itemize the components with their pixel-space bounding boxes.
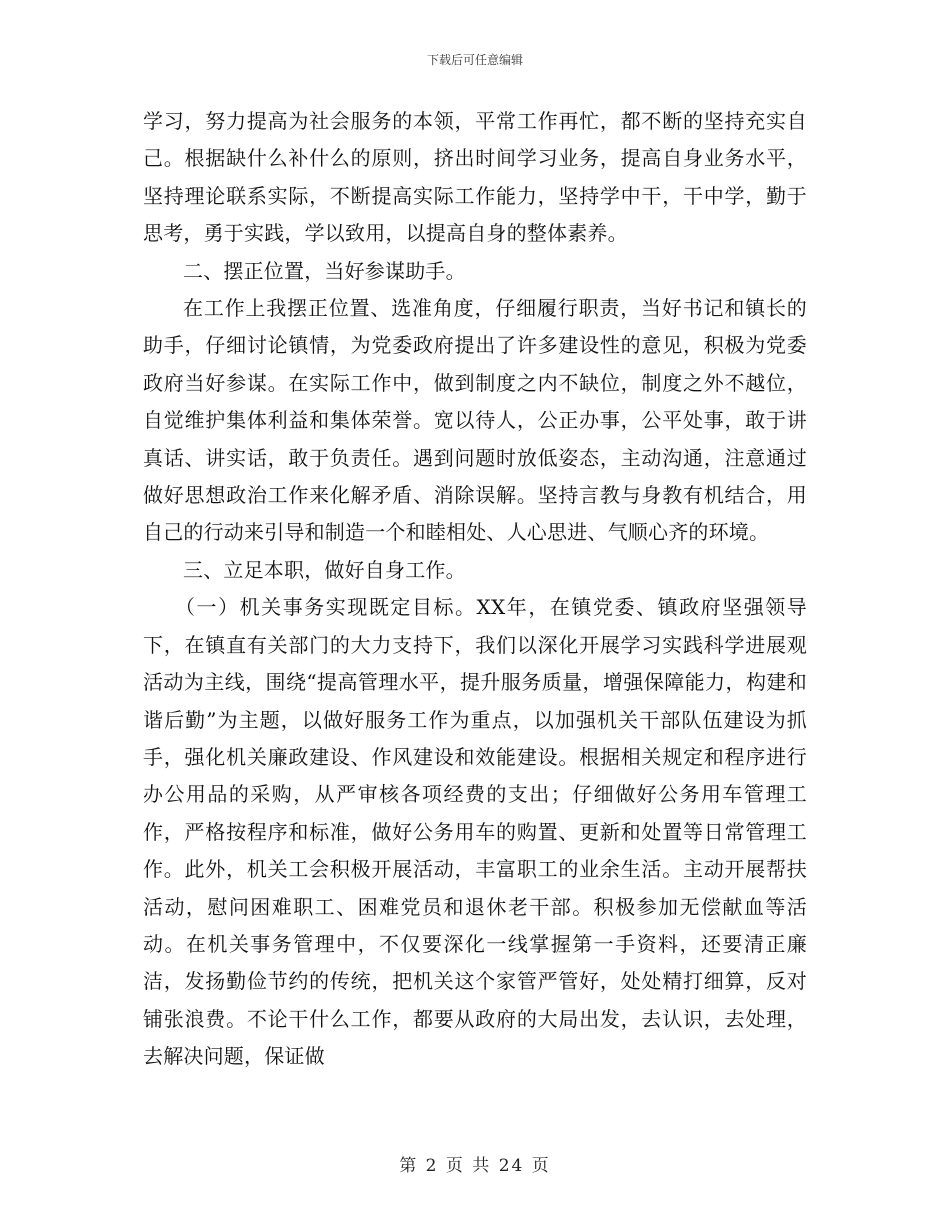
- page-header: 下载后可任意编辑: [426, 53, 523, 67]
- document-body: [143, 103, 807, 1076]
- section-heading-3: 三、立足本职，做好自身工作。: [183, 557, 466, 582]
- section-heading-2: 二、摆正位置，当好参谋助手。: [183, 258, 466, 283]
- paragraph-office-affairs: （一）机关事务实现既定目标。XX年，在镇党委、镇政府坚强领导下，在镇直有关部门的大力支持下，我们以深化开展学习实践科学进展观活动为主线，围绕“提高管理水平，提升服务质量，增强保障能力，构建和谐后勤”为主题，以做好服务工作为重点，以加强机关干部队伍建设为抓手，强化机关廉政建设、作风建设和效能建设。根据相关规定和程序进行办公用品的采购，从严审核各项经费的支出；仔细做好公务用车管理工作，严格按程序和标准，做好公务用车的购置、更新和处置等日常管理工作。此外，机关工会积极开展活动，丰富职工的业余生活。主动开展帮扶活动，慰问困难职工、困难党员和退休老干部。积极参加无偿献血等活动。在机关事务管理中，不仅要深化一线掌握第一手资料，还要清正廉洁，发扬勤俭节约的传统，把机关这个家管严管好，处处精打细算，反对铺张浪费。不论干什么工作，都要从政府的大局出发，去认识，去处理，去解决问题，保证做: [143, 595, 807, 1069]
- page-footer-page-number: 第 2 页 共 24 页: [399, 1156, 551, 1176]
- paragraph-position: 在工作上我摆正位置、选准角度，仔细履行职责，当好书记和镇长的助手，仔细讨论镇情，为党委政府提出了许多建设性的意见，积极为党委政府当好参谋。在实际工作中，做到制度之内不缺位，制度之外不越位，自觉维护集体利益和集体荣誉。宽以待人，公正办事，公平处事，敢于讲真话、讲实话，敢于负责任。遇到问题时放低姿态，主动沟通，注意通过做好思想政治工作来化解矛盾、消除误解。坚持言教与身教有机结合，用自己的行动来引导和制造一个和睦相处、人心思进、气顺心齐的环境。: [143, 296, 807, 545]
- paragraph-continuation: 学习，努力提高为社会服务的本领，平常工作再忙，都不断的坚持充实自己。根据缺什么补什么的原则，挤出时间学习业务，提高自身业务水平，坚持理论联系实际，不断提高实际工作能力，坚持学中干，干中学，勤于思考，勇于实践，学以致用，以提高自身的整体素养。: [143, 109, 807, 246]
